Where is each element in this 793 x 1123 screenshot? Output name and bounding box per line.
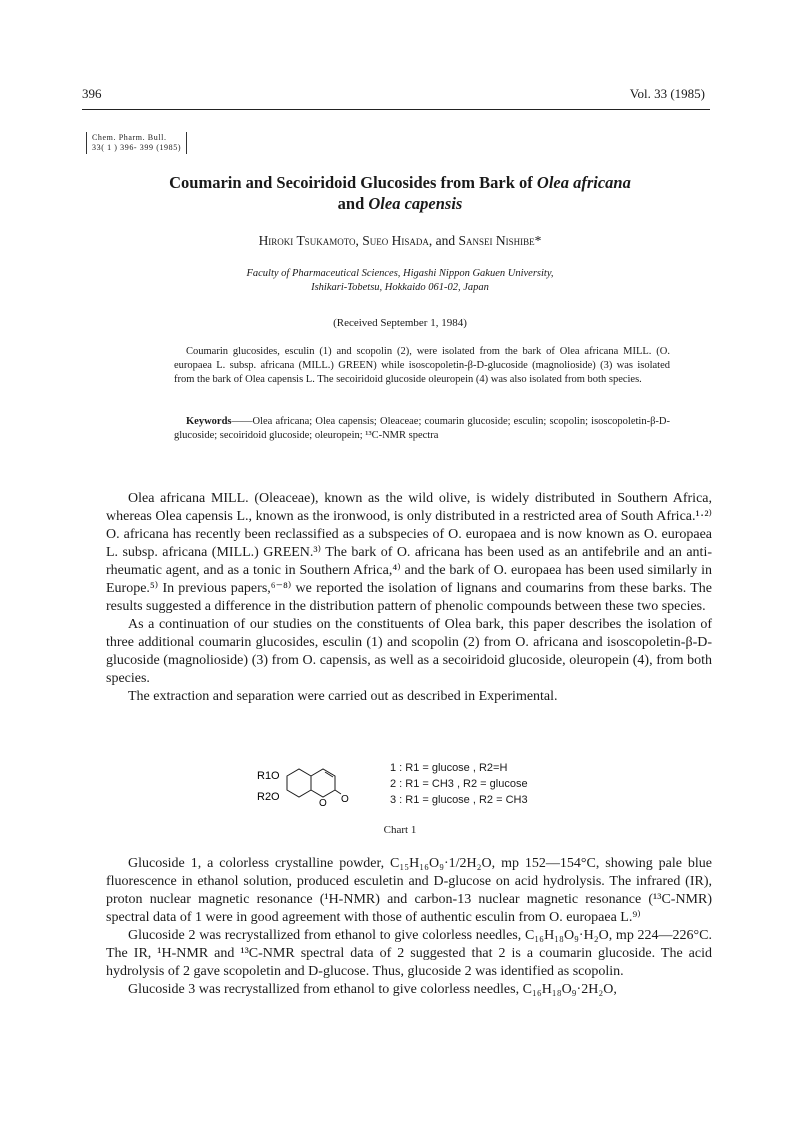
r1-label: R1O bbox=[257, 770, 280, 782]
keywords bbox=[174, 415, 670, 443]
legend-item: 2 : R1 = CH3 , R2 = glucose bbox=[390, 778, 528, 790]
header-rule bbox=[82, 109, 710, 110]
journal-name: Chem. Pharm. Bull. bbox=[92, 133, 167, 142]
carbonyl-oxygen: O bbox=[341, 794, 349, 805]
paragraph: Olea africana MILL. (Oleaceae), known as the wild olive, is widely distributed in Southern Africa, whereas Olea capensis L., known as the ironwood, is only distributed in a restricted area of South Africa.¹·²⁾ O. africana has recently been reclassified as a subspecies of O. europaea and is now known as O. europaea L. subsp. africana (MILL.) GREEN.³⁾ The bark of O. africana has been used as an antifebrile and an anti-rheumatic agent, and as a tonic in Southern Africa,⁴⁾ and the bark of O. europaea has been used similarly in Europe.⁵⁾ In previous papers,⁶⁻⁸⁾ we reported the isolation of lignans and coumarins from these barks. The results suggested a difference in the distribution pattern of phenolic compounds between these two species. bbox=[106, 491, 712, 614]
chart-caption: Chart 1 bbox=[383, 824, 417, 836]
paragraph: As a continuation of our studies on the constituents of Olea bark, this paper describes the isolation of three additional coumarin glucosides, esculin (1) and scopolin (2) from O. africana and isoscopoletin-β-D-glucoside (magnolioside) (3) from O. capensis, as well as a secoiridoid glucoside, oleuropein (4), from both species. bbox=[106, 617, 712, 686]
keywords-text: ——Olea africana; Olea capensis; Oleaceae; coumarin glucoside; esculin; scopolin; isoscopoletin-β-D-glucoside; secoiridoid glucoside; oleuropein; ¹³C-NMR spectra bbox=[174, 416, 670, 442]
author: Sansei Nishibe* bbox=[458, 233, 542, 248]
keywords-label: Keywords bbox=[186, 416, 232, 427]
volume-label: Vol. 33 (1985) bbox=[629, 86, 705, 101]
paragraph: Glucoside 3 was recrystallized from ethanol to give colorless needles, C₁₆H₁₈O₉·2H₂O, bbox=[128, 982, 617, 997]
affiliation-line: Faculty of Pharmaceutical Sciences, Higashi Nippon Gakuen University, bbox=[246, 268, 554, 279]
received-date: (Received September 1, 1984) bbox=[333, 317, 467, 329]
author: Sueo Hisada, bbox=[362, 233, 433, 248]
legend-item: 1 : R1 = glucose , R2=H bbox=[390, 762, 508, 774]
structure-legend bbox=[390, 760, 528, 808]
paragraph: Glucoside 1, a colorless crystalline powder, C₁₅H₁₆O₉·1/2H₂O, mp 152—154°C, showing pale blue fluorescence in ethanol solution, produced esculetin and D-glucose on acid hydrolysis. The infrared (IR), proton nuclear magnetic resonance (¹H-NMR) and carbon-13 nuclear magnetic resonance (¹³C-NMR) spectral data of 1 were in good agreement with those of authentic esculin from O. europaea L.⁹⁾ bbox=[106, 856, 712, 925]
page-number: 396 bbox=[82, 86, 102, 101]
body-text-top bbox=[106, 490, 712, 706]
author: Hiroki Tsukamoto, bbox=[258, 233, 359, 248]
legend-item: 3 : R1 = glucose , R2 = CH3 bbox=[390, 794, 528, 806]
title-part: Coumarin and Secoiridoid Glucosides from Bark of bbox=[169, 173, 537, 192]
paragraph: Glucoside 2 was recrystallized from ethanol to give colorless needles, C₁₆H₁₈O₉·H₂O, mp 224—226°C. The IR, ¹H-NMR and ¹³C-NMR spectral data of 2 suggested that 2 is a coumarin glucoside. The acid hydrolysis of 2 gave scopoletin and D-glucose. Thus, glucoside 2 was identified as scopolin. bbox=[106, 928, 712, 979]
ring-oxygen: O bbox=[319, 798, 327, 809]
title-species: Olea africana bbox=[536, 173, 631, 192]
abstract: Coumarin glucosides, esculin (1) and scopolin (2), were isolated from the bark of Olea africana MILL. (O. europaea L. subsp. africana (MILL.) GREEN) while isoscopoletin-β-D-glucoside (magnolioside) (3) was isolated from the bark of Olea capensis L. The secoiridoid glucoside oleuropein (4) was also isolated from both species. bbox=[174, 346, 670, 386]
r2-label: R2O bbox=[257, 791, 280, 803]
affiliation bbox=[140, 267, 660, 295]
title-part: and bbox=[337, 194, 369, 213]
journal-citation-box bbox=[86, 132, 187, 154]
author-list bbox=[100, 233, 700, 249]
paragraph: The extraction and separation were carried out as described in Experimental. bbox=[128, 689, 558, 704]
body-text-bottom bbox=[106, 855, 712, 999]
author-conjunction: and bbox=[435, 233, 456, 248]
affiliation-line: Ishikari-Tobetsu, Hokkaido 061-02, Japan bbox=[311, 282, 489, 293]
journal-issue: 33( 1 ) 396- 399 (1985) bbox=[92, 143, 182, 152]
title-species: Olea capensis bbox=[368, 194, 463, 213]
article-title bbox=[100, 172, 700, 214]
